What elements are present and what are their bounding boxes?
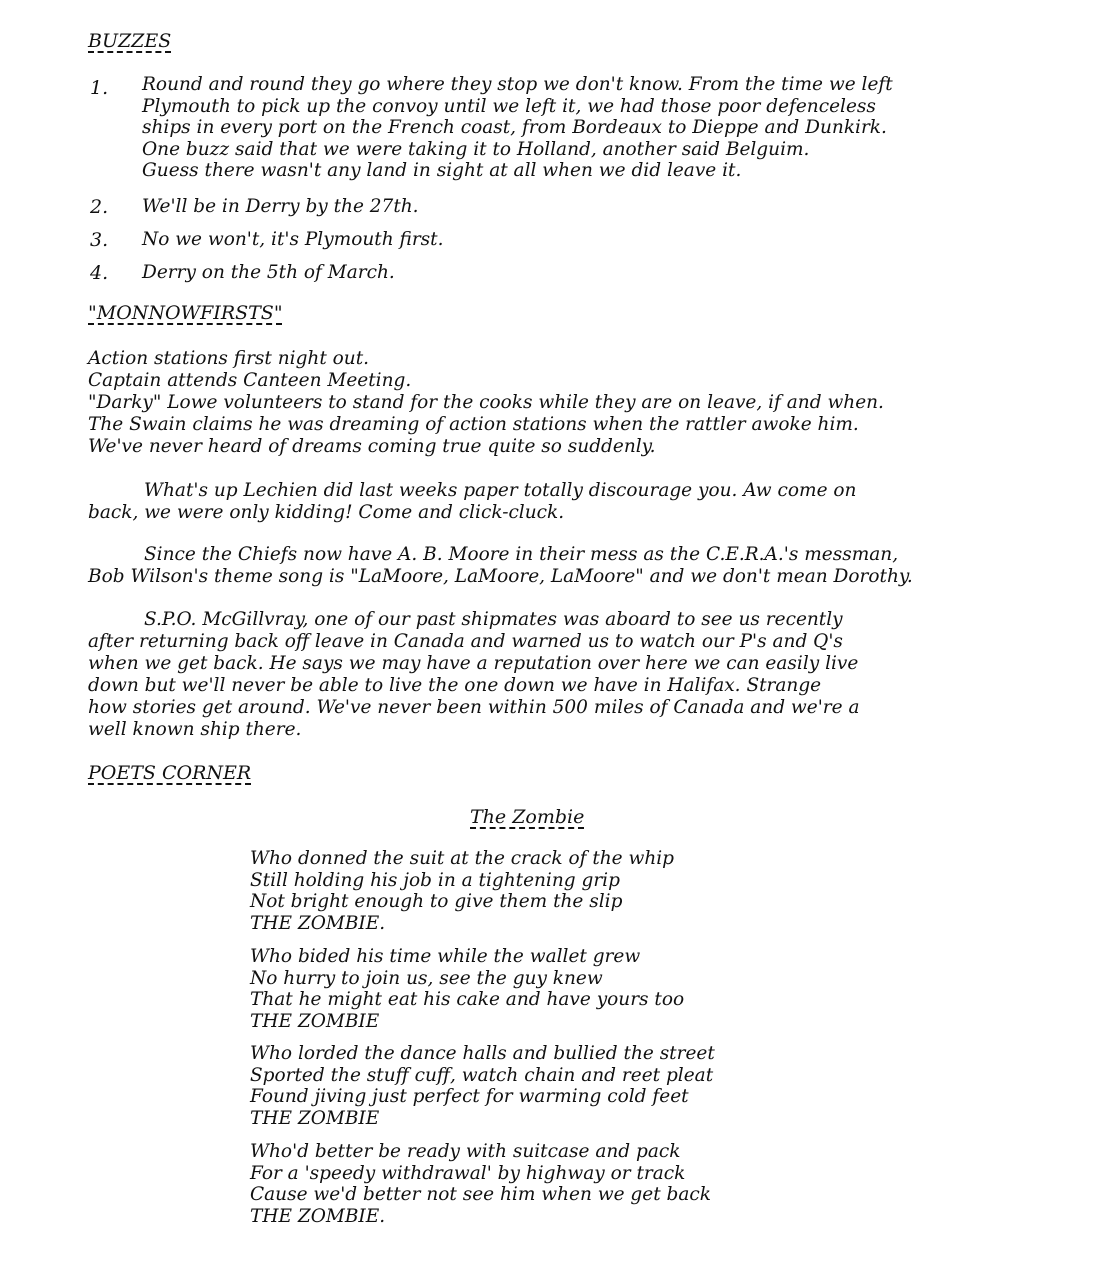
poem-line: Found jiving just perfect for warming cold feet <box>250 1086 689 1107</box>
buzz-item-1 <box>142 74 893 182</box>
paragraph-mcgillvray <box>88 609 860 741</box>
buzz-item-2-line: We'll be in Derry by the 27th. <box>142 196 419 217</box>
poem-stanza-1 <box>250 848 674 934</box>
poem-refrain: THE ZOMBIE. <box>250 1205 386 1227</box>
poem-stanza-3 <box>250 1043 715 1129</box>
paragraph-line: down but we'll never be able to live the one down we have in Halifax. Strange <box>88 675 822 696</box>
poets-corner-heading: POETS CORNER <box>88 762 252 784</box>
paragraph-line: after returning back off leave in Canada and warned us to watch our P's and Q's <box>88 631 843 652</box>
paragraph-line: What's up Lechien did last weeks paper totally discourage you. Aw come on <box>144 480 857 501</box>
buzz-item-1-line: Plymouth to pick up the convoy until we left it, we had those poor defenceless <box>142 95 876 117</box>
paragraph-line: Since the Chiefs now have A. B. Moore in their mess as the C.E.R.A.'s messman, <box>144 544 899 565</box>
paragraph-line: back, we were only kidding! Come and click-cluck. <box>88 502 565 523</box>
monnowfirsts-line: Action stations first night out. <box>88 348 370 369</box>
monnowfirsts-list <box>88 348 884 458</box>
buzzes-heading: BUZZES <box>88 30 172 52</box>
paragraph-lechien <box>88 480 856 524</box>
monnowfirsts-line: Captain attends Canteen Meeting. <box>88 370 412 391</box>
buzz-number-4: 4. <box>90 262 109 284</box>
buzz-item-1-line: One buzz said that we were taking it to Holland, another said Belguim. <box>142 138 810 160</box>
buzz-item-1-line: ships in every port on the French coast, from Bordeaux to Dieppe and Dunkirk. <box>142 117 887 138</box>
buzz-item-3 <box>142 229 443 251</box>
poem-line: Who donned the suit at the crack of the whip <box>250 848 675 869</box>
buzz-item-4-line: Derry on the 5th of March. <box>142 262 395 283</box>
poem-title: The Zombie <box>470 806 585 828</box>
poem-stanza-2 <box>250 946 684 1032</box>
poem-line: No hurry to join us, see the guy knew <box>250 967 603 989</box>
paragraph-chiefs <box>88 544 913 588</box>
buzz-number-1: 1. <box>90 77 109 99</box>
poem-line: That he might eat his cake and have yours too <box>250 989 685 1010</box>
buzz-item-2 <box>142 196 419 218</box>
poem-line: For a 'speedy withdrawal' by highway or track <box>250 1162 686 1184</box>
poem-line: Who lorded the dance halls and bullied the street <box>250 1043 715 1064</box>
poem-line: Who'd better be ready with suitcase and pack <box>250 1141 681 1162</box>
paragraph-line: when we get back. He says we may have a reputation over here we can easily live <box>88 653 859 674</box>
buzz-item-3-line: No we won't, it's Plymouth first. <box>142 229 444 250</box>
poem-line: Cause we'd better not see him when we get back <box>250 1184 711 1205</box>
poem-refrain: THE ZOMBIE. <box>250 912 386 934</box>
poem-refrain: THE ZOMBIE <box>250 1107 380 1129</box>
monnowfirsts-heading: "MONNOWFIRSTS" <box>88 302 283 324</box>
poem-line: Who bided his time while the wallet grew <box>250 946 641 967</box>
buzz-number-3: 3. <box>90 229 109 251</box>
buzz-item-4 <box>142 262 395 284</box>
poem-refrain: THE ZOMBIE <box>250 1010 380 1032</box>
buzz-item-1-line: Guess there wasn't any land in sight at all when we did leave it. <box>142 160 742 181</box>
buzz-number-2: 2. <box>90 196 109 218</box>
paragraph-line: Bob Wilson's theme song is "LaMoore, LaMoore, LaMoore" and we don't mean Dorothy. <box>88 566 913 587</box>
poem-line: Still holding his job in a tightening grip <box>250 869 620 891</box>
paragraph-line: S.P.O. McGillvray, one of our past shipmates was aboard to see us recently <box>144 609 843 630</box>
monnowfirsts-line: The Swain claims he was dreaming of action stations when the rattler awoke him. <box>88 414 859 435</box>
monnowfirsts-line: We've never heard of dreams coming true quite so suddenly. <box>88 436 656 457</box>
buzz-item-1-line: Round and round they go where they stop we don't know. From the time we left <box>142 74 893 95</box>
monnowfirsts-line: "Darky" Lowe volunteers to stand for the cooks while they are on leave, if and when. <box>88 392 884 413</box>
paragraph-line: well known ship there. <box>88 719 302 740</box>
paragraph-line: how stories get around. We've never been within 500 miles of Canada and we're a <box>88 697 860 718</box>
poem-stanza-4 <box>250 1141 711 1227</box>
poem-line: Not bright enough to give them the slip <box>250 891 623 912</box>
poem-line: Sported the stuff cuff, watch chain and reet pleat <box>250 1064 714 1086</box>
